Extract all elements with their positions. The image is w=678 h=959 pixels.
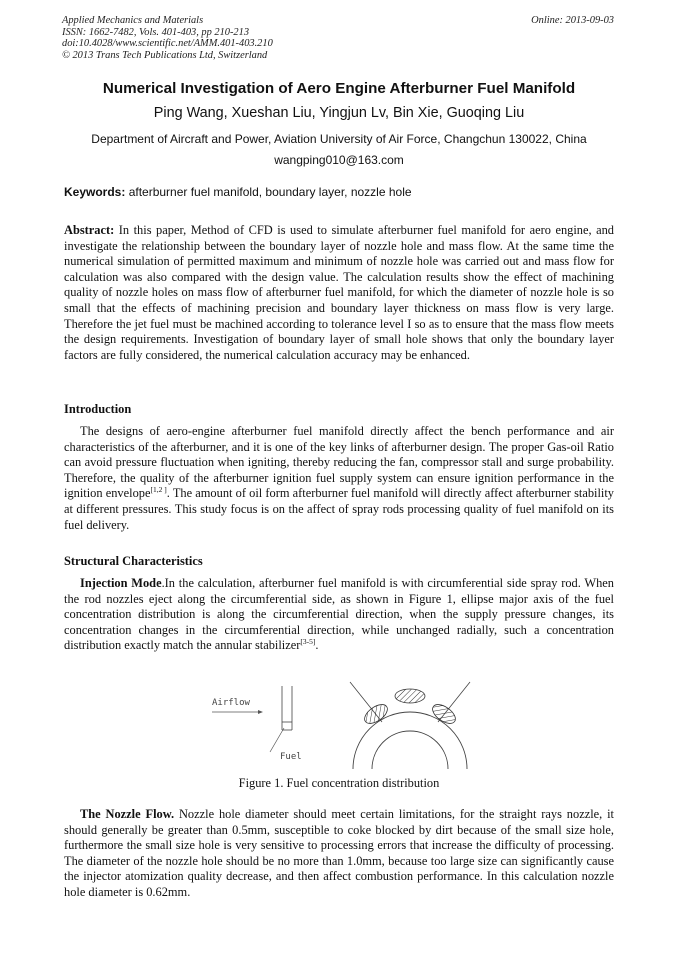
spray-rod (282, 686, 292, 730)
author-list: Ping Wang, Xueshan Liu, Yingjun Lv, Bin Xie, Guoqing Liu (153, 105, 525, 121)
keywords-text: afterburner fuel manifold, boundary layer, nozzle hole (125, 185, 412, 199)
injection-label: Injection Mode (80, 576, 162, 590)
introduction-heading: Introduction (64, 402, 132, 416)
keywords (64, 185, 614, 199)
issn-line: ISSN: 1662-7482, Vols. 401-403, pp 210-213 (62, 26, 250, 38)
abstract (64, 223, 614, 363)
nozzle-paragraph (64, 807, 614, 901)
abstract-text: In this paper, Method of CFD is used to simulate afterburner fuel manifold for aero engine, and investigate the relationship between the boundary layer of nozzle hole and mass flow. At the same time the numerical simulation of permitted maximum and minimum of nozzle hole was carried out and mass flow for calculation was also compared with the design value. The calculation results show the effect of machining quality of nozzle holes on mass flow of afterburner fuel manifold, for which the diameter of nozzle hole is so small that the effects of machining precision and boundary layer thickness on mass flow is very large. Therefore the jet fuel must be machined according to tolerance level I so as to ensure that the mass flow meets the design requirements. Investigation of boundary layer of small hole shows that only the boundary layer factors are fully considered, the numerical calculation accuracy may be enhanced. (64, 223, 614, 362)
reference-3-5: [3-5] (300, 637, 316, 647)
structural-heading: Structural Characteristics (64, 554, 203, 568)
introduction-text-b: . The amount of oil form afterburner fuel manifold will directly affect afterburner stability at different pressures. This study focus is on the affect of spray rods processing quality of fuel manifold on its fuel delivery. (64, 486, 615, 532)
fuel-concentration-zones (361, 689, 458, 727)
figure-1-caption: Figure 1. Fuel concentration distribution (238, 776, 440, 790)
journal-name: Applied Mechanics and Materials (62, 15, 204, 26)
airflow-arrow-icon (212, 710, 263, 714)
figure-1 (200, 674, 500, 769)
airflow-label: Airflow (212, 698, 250, 708)
online-date: Online: 2013-09-03 (531, 15, 614, 26)
affiliation: Department of Aircraft and Power, Aviation University of Air Force, Changchun 130022, China (91, 132, 587, 146)
keywords-label: Keywords: (64, 185, 126, 199)
journal-header (62, 15, 273, 61)
nozzle-text: Nozzle hole diameter should meet certain limitations, for the straight rays nozzle, it should generally be greater than 0.5mm, susceptible to coke blocked by dirt because of the small size hole, furthermore the small size hole is very sensitive to processing errors that increase the difficulty of processing. The diameter of the nozzle hole should be no more than 1.0mm, because too large size can significantly cause the injector atomization quality decrease, and then affect combustion performance. In this calculation nozzle hole diameter is 0.62mm. (64, 807, 615, 899)
fuel-distribution-diagram (200, 674, 500, 769)
reference-1-2: [1,2 ] (150, 485, 167, 495)
doi-line: doi:10.4028/www.scientific.net/AMM.401-403.210 (62, 38, 273, 50)
email: wangping010@163.com (274, 153, 404, 167)
copyright-line: © 2013 Trans Tech Publications Ltd, Switzerland (62, 49, 268, 61)
injection-text-b: . (315, 638, 319, 653)
introduction-paragraph (64, 424, 614, 533)
introduction-text-a: The designs of aero-engine afterburner fuel manifold directly affect the bench performance and air characteristics of the afterburner, and it is one of the key links of afterburner design. The proper Gas-oil Ratio can avoid pressure fluctuation when igniting, thereby reducing the fan, compressor stall and surge probability. Therefore, the quality of the afterburner ignition fuel supply system can ensure ignition performance in the ignition envelope (64, 424, 614, 501)
paper-title: Numerical Investigation of Aero Engine Afterburner Fuel Manifold (102, 80, 576, 97)
nozzle-label: The Nozzle Flow. (80, 807, 175, 821)
injection-paragraph (64, 576, 614, 654)
fuel-pointer-line (270, 728, 284, 752)
abstract-label: Abstract: (64, 223, 115, 237)
injection-text-a: .In the calculation, afterburner fuel manifold is with circumferential side spray rod. When the rod nozzles eject along the circumferential side, as shown in Figure 1, ellipse major axis of the fuel concentration distribution is along the circumferential direction, when the supply pressure changes, its concentration changes in the circumferential direction, while unchanged radially, such a concentration distribution exactly match the annular stabilizer (64, 576, 614, 653)
fuel-label: Fuel (280, 752, 302, 762)
